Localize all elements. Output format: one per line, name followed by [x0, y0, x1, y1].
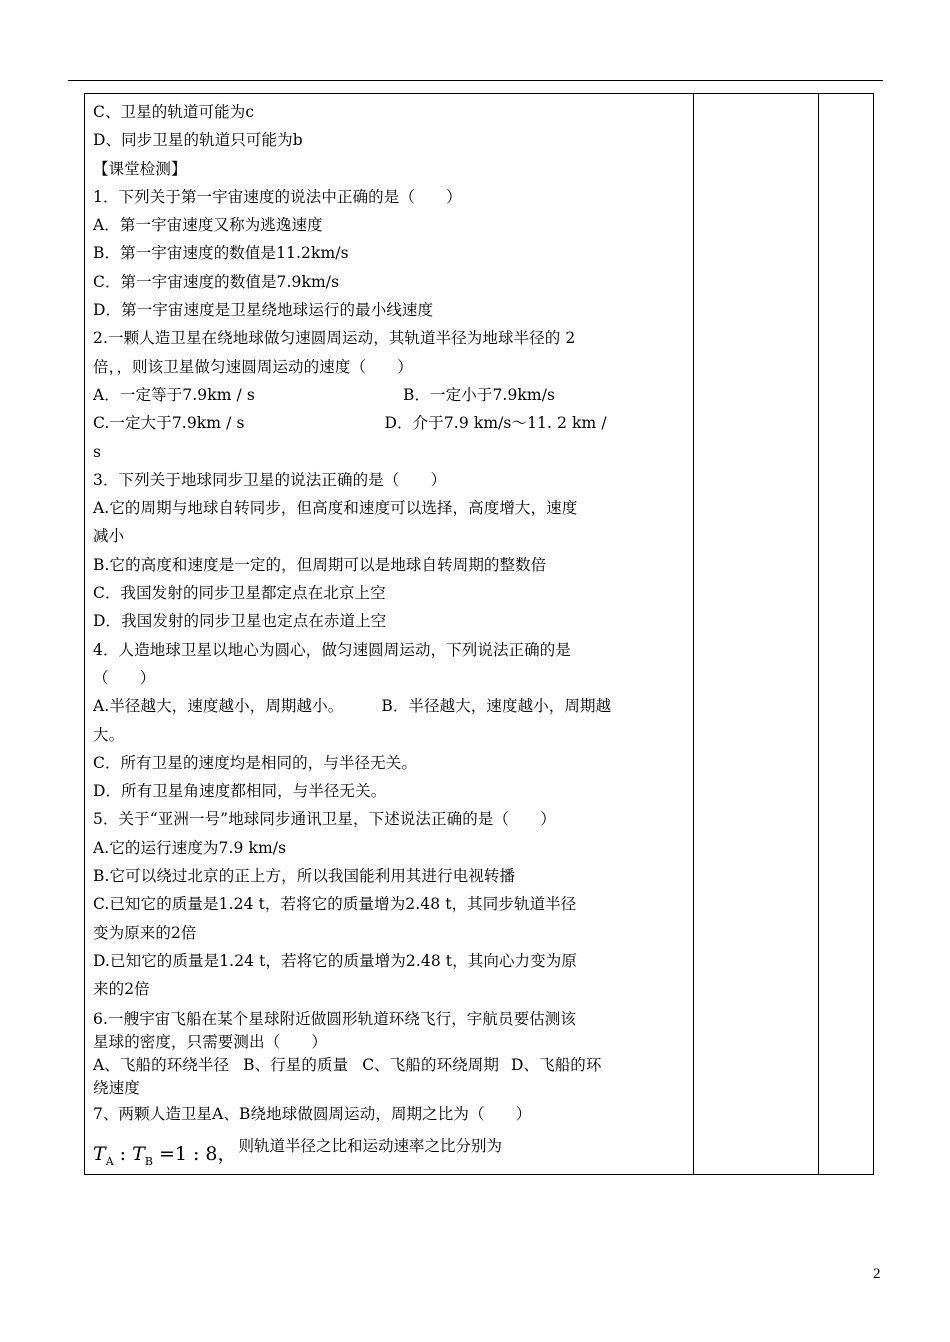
question-2-cont: 倍，，则该卫星做匀速圆周运动的速度（ ） — [93, 357, 413, 376]
option-row — [93, 381, 685, 409]
question-5: 5．关于“亚洲一号”地球同步通讯卫星，下述说法正确的是（ ） — [93, 810, 556, 829]
option-line: B.它的高度和速度是一定的，但周期可以是地球自转周期的整数倍 — [93, 555, 547, 574]
formula-colon: : — [113, 1143, 133, 1165]
option-line: D．所有卫星角速度都相同，与半径无关。 — [93, 782, 387, 801]
question-1: 1．下列关于第一宇宙速度的说法中正确的是（ ） — [93, 187, 462, 206]
question-7: 7、两颗人造卫星A、B绕地球做圆周运动，周期之比为（ ） — [93, 1104, 532, 1123]
option-c: C、飞船的环绕周期 — [362, 1055, 499, 1074]
formula-comma: ， — [217, 1143, 237, 1165]
option-row — [93, 692, 685, 720]
option-line: A．第一宇宙速度又称为逃逸速度 — [93, 216, 323, 235]
section-heading: 【课堂检测】 — [93, 159, 187, 178]
option-line: D、同步卫星的轨道只可能为b — [93, 131, 303, 150]
content-cell — [85, 94, 694, 1175]
option-a: A、飞船的环绕半径 — [93, 1055, 230, 1074]
option-line: C、卫星的轨道可能为c — [93, 103, 255, 121]
option-line: A.它的周期与地球自转同步，但高度和速度可以选择，高度增大，速度 — [93, 499, 578, 518]
option-line: 大。 — [93, 725, 125, 744]
question-4-cont: （ ） — [93, 668, 156, 687]
option-line: B.它可以绕过北京的正上方，所以我国能利用其进行电视转播 — [93, 867, 516, 886]
question-6-cont: 星球的密度，只需要测出（ ） — [93, 1032, 328, 1051]
question-6: 6.一艘宇宙飞船在某个星球附近做圆形轨道环绕飞行，宇航员要估测该 — [93, 1009, 576, 1028]
option-line: C．第一宇宙速度的数值是7.9km/s — [93, 272, 340, 291]
option-line: A.它的运行速度为7.9 km/s — [93, 838, 287, 857]
header-rule — [68, 80, 883, 81]
formula-subscript: B — [144, 1154, 153, 1168]
blank-column-2 — [819, 94, 874, 1175]
formula-symbol: T — [93, 1143, 106, 1165]
question-3: 3．下列关于地球同步卫星的说法正确的是（ ） — [93, 470, 447, 489]
option-d: D、飞船的环 — [510, 1055, 602, 1074]
option-b: B．一定小于7.9km/s — [402, 385, 556, 404]
option-line: 变为原来的2倍 — [93, 923, 197, 942]
option-line: D．第一宇宙速度是卫星绕地球运行的最小线速度 — [93, 301, 434, 320]
page-number: 2 — [873, 1266, 881, 1282]
period-ratio-formula — [93, 1139, 237, 1168]
option-b: B、行星的质量 — [243, 1055, 349, 1074]
question-list — [85, 94, 693, 1168]
option-line: 绕速度 — [93, 1078, 140, 1097]
formula-ratio: =1 : 8 — [152, 1143, 218, 1165]
option-line: C．我国发射的同步卫星都定点在北京上空 — [93, 584, 386, 603]
option-b: B．半径越大，速度越小，周期越 — [381, 697, 612, 716]
option-line: D.已知它的质量是1.24 t，若将它的质量增为2.48 t，其向心力变为原 — [93, 951, 577, 970]
option-c: C.一定大于7.9km / s — [93, 414, 245, 433]
option-line: 来的2倍 — [93, 980, 150, 999]
worksheet-table — [84, 93, 874, 1175]
option-line: 减小 — [93, 527, 125, 546]
option-a: A.半径越大，速度越小，周期越小。 — [93, 697, 344, 716]
option-a: A．一定等于7.9km / s — [93, 385, 255, 404]
blank-column-1 — [694, 94, 819, 1175]
option-d: D．介于7.9 km/s～11. 2 km / — [384, 414, 607, 433]
option-line: C．所有卫星的速度均是相同的，与半径无关。 — [93, 753, 417, 772]
option-row — [93, 409, 685, 437]
option-line: B．第一宇宙速度的数值是11.2km/s — [93, 244, 349, 263]
question-4: 4．人造地球卫星以地心为圆心，做匀速圆周运动，下列说法正确的是 — [93, 640, 571, 659]
question-2: 2.一颗人造卫星在绕地球做匀速圆周运动，其轨道半径为地球半径的 2 — [93, 329, 576, 348]
question-7-cont: 则轨道半径之比和运动速率之比分别为 — [238, 1136, 503, 1155]
formula-subscript: A — [105, 1154, 114, 1168]
formula-symbol: T — [132, 1143, 145, 1165]
option-line: C.已知它的质量是1.24 t，若将它的质量增为2.48 t，其同步轨道半径 — [93, 895, 577, 914]
option-line: s — [93, 442, 102, 461]
option-line: D．我国发射的同步卫星也定点在赤道上空 — [93, 612, 387, 631]
option-row — [93, 1054, 685, 1077]
question-7-formula-line — [93, 1132, 685, 1168]
